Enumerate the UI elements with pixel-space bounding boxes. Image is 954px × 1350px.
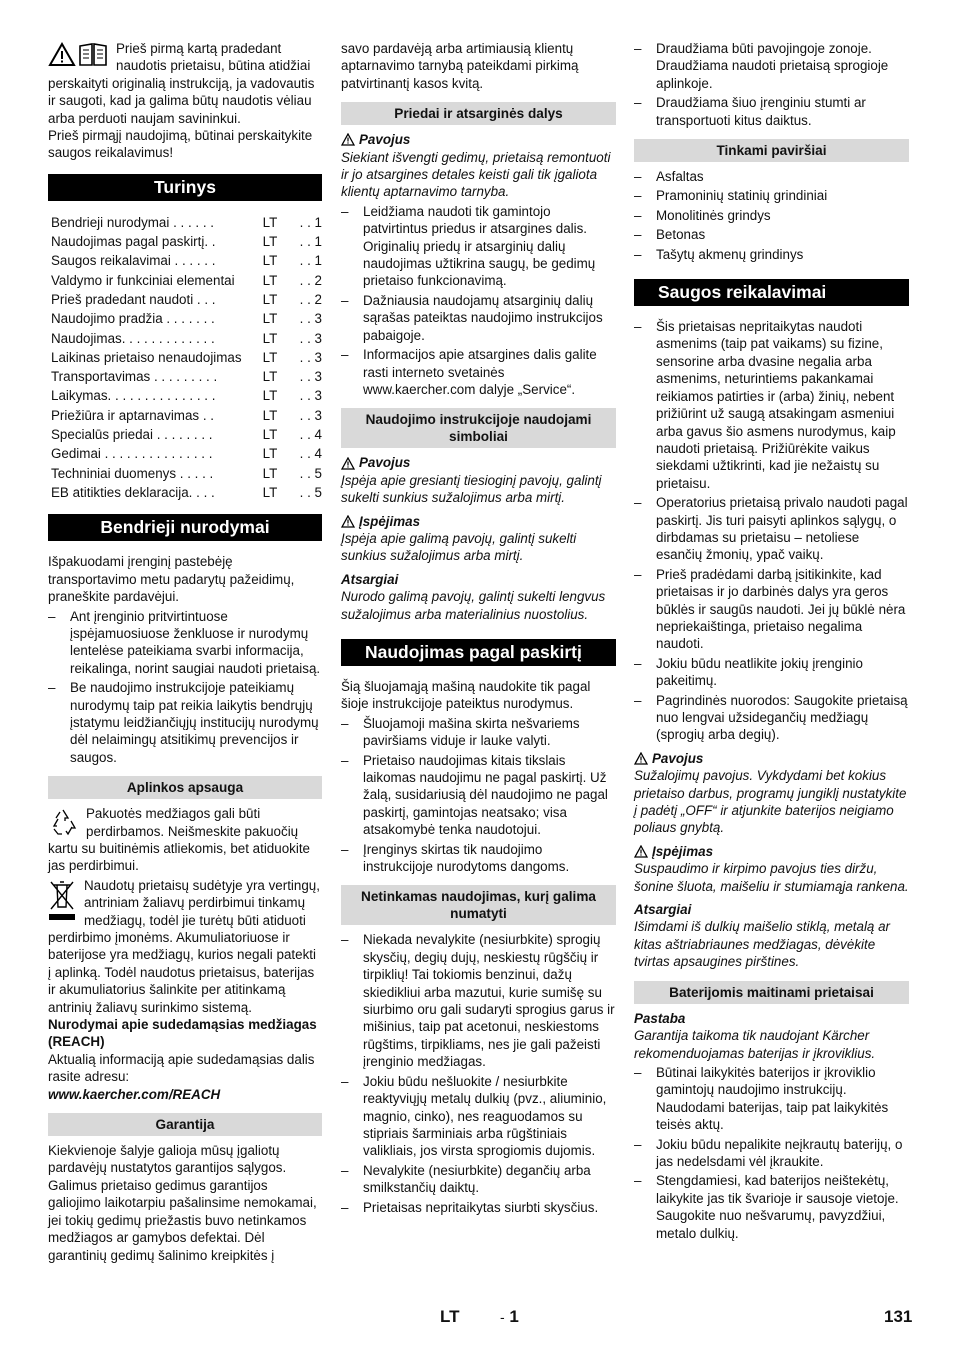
env-disposal-text: Naudotų prietaisų sudėtyje yra vertingų, antriniam žaliavų perdirbimui tinkamų medžiagų, todėl jie turėtų būti atiduoti perdirbimo įmonėms. Akumuliatoriuose ir baterijose yra medžiagų, kurios negali patekti į aplinką. Todėl naudotus prietaisus, baterijas ir akumuliatorius šalinkite per atitinkamą antrinių žaliavų surinkimo sistemą. — [48, 877, 320, 1015]
env-packaging — [48, 805, 322, 875]
reach-url: www.kaercher.com/REACH — [48, 1086, 221, 1102]
toc-row — [48, 290, 322, 309]
intro — [48, 40, 322, 162]
list-item: – Asfaltas — [634, 168, 909, 185]
safety-warning-label: Įspėjimas — [634, 843, 909, 860]
safety-danger-text: Sužalojimų pavojus. Vykdydami bet kokius prietaiso darbus, programų jungiklį nustatykite į padėtį „OFF“ ir atjunkite baterijos neigiamo poliaus gnybtą. — [634, 768, 907, 836]
toc-entry-lang: LT — [262, 234, 278, 250]
toc-entry-page: . . 2 — [299, 291, 322, 307]
list-item: – Leidžiama naudoti tik gamintojo patvirtintus priedus ir atsargines dalis. Originalių priedų ir atsarginių dalių naudojimas užtikrina saugų, be gedimų prietaiso funkcionavimą. — [341, 203, 616, 290]
warning-icon — [341, 515, 355, 528]
toc-entry-lang: LT — [262, 349, 278, 365]
battery-heading: Baterijomis maitinami prietaisai — [634, 981, 909, 1004]
toc-row — [48, 271, 322, 290]
toc-entry-lang: LT — [262, 214, 278, 230]
list-item: – Jokiu būdu neatlikite jokių įrenginio pakeitimų. — [634, 655, 909, 690]
toc-entry-label: Transportavimas . . . . . . . . . — [51, 369, 218, 385]
toc-entry-label: Laikinas prietaiso nenaudojimas — [51, 349, 242, 365]
list-item: – Šluojamoji mašina skirta nešvariems paviršiams viduje ir lauke valyti. — [341, 715, 616, 750]
toc-entry-lang: LT — [262, 484, 278, 500]
symbols-warning-label: Įspėjimas — [341, 513, 616, 530]
toc-entry-page: . . 5 — [299, 465, 322, 481]
list-item: – Stengdamiesi, kad baterijos neištekėtų, laikykite jas tik švarioje ir sausoje vietoje. Saugokite nuo nešvarumų, pavyzdžiui, metalo dulkių. — [634, 1172, 909, 1242]
improper-list — [341, 931, 616, 1216]
recycling-icon — [48, 807, 78, 837]
toc-entry-page: . . 3 — [299, 407, 322, 423]
env-heading: Aplinkos apsauga — [48, 776, 322, 799]
list-item: – Prietaiso naudojimas kitais tikslais laikomas naudojimu ne pagal paskirtį. Už žalą, susidariusią dėl naudojimo ne pagal paskirtį, gamintojas neatsako; visa atsakomybė tenka naudotojui. — [341, 752, 616, 839]
surfaces-heading: Tinkami paviršiai — [634, 139, 909, 162]
toc-entry-page: . . 2 — [299, 272, 322, 288]
warranty-text-cont: savo pardavėją arba artimiausią klientų aptarnavimo tarnybą pateikdami pirkimą patvirtinantį kasos kvitą. — [341, 41, 579, 91]
toc-row — [48, 464, 322, 483]
warning-icon — [341, 457, 355, 470]
toc-entry-lang: LT — [262, 272, 278, 288]
symbols-danger-text: Įspėja apie gresiantį tiesioginį pavojų, galintį sukelti sunkius sužalojimus arba mirtį. — [341, 472, 602, 506]
list-item: – Ant įrenginio pritvirtintuose įspėjamuosiuose ženkluose ir nurodymų lentelėse pateikiama svarbi informacija, reikalinga, norint saugiai naudoti prietaisą. — [48, 608, 322, 678]
toc-row — [48, 232, 322, 251]
intro-safety-note: Prieš pirmąjį naudojimą, būtinai perskaitykite saugos reikalavimus! — [48, 128, 313, 161]
footer-section-number: - 1 — [500, 1307, 519, 1326]
toc-entry-label: Specialūs priedai . . . . . . . . — [51, 427, 213, 443]
list-item: – Įrenginys skirtas tik naudojimo instrukcijoje nurodytoms dangoms. — [341, 841, 616, 876]
toc-entry-label: Naudojimas pagal paskirtį. . — [51, 234, 216, 250]
toc-entry-lang: LT — [262, 311, 278, 327]
general-heading: Bendrieji nurodymai — [48, 514, 322, 541]
toc-entry-lang: LT — [262, 465, 278, 481]
toc-entry-page: . . 1 — [299, 214, 322, 230]
warning-icon — [341, 133, 355, 146]
intended-text: Šią šluojamąją mašiną naudokite tik pagal šioje instrukcijoje pateiktus nurodymus. — [341, 678, 591, 712]
footer-lang: LT — [440, 1307, 460, 1326]
surfaces-list — [634, 168, 909, 263]
list-item: – Jokiu būdu nešluokite / nesiurbkite reaktyviųjų metalų dulkių (pvz., aliuminio, magnio, cinko), nes reaguodamos su stipriais šarminiais arba rūgštiniais valikliais, jos virsta sprogiomis dujomis. — [341, 1073, 616, 1160]
toc-row — [48, 387, 322, 406]
list-item: – Pramoninių statinių grindiniai — [634, 187, 909, 204]
column-middle — [341, 40, 616, 1216]
toc-entry-page: . . 3 — [299, 369, 322, 385]
toc-entry-label: Techniniai duomenys . . . . . — [51, 465, 214, 481]
warning-icon — [48, 42, 76, 67]
improper-heading: Netinkamas naudojimas, kurį galima numatyti — [341, 885, 616, 925]
safety-danger-label: Pavojus — [634, 750, 909, 767]
reach-text: Aktualią informaciją apie sudedamąsias dalis rasite adresu: — [48, 1051, 315, 1085]
reach-title: Nurodymai apie sudedamąsias medžiagas (REACH) — [48, 1017, 317, 1050]
list-item: – Draudžiama šiuo įrenginiu stumti ar transportuoti kitus daiktus. — [634, 94, 909, 129]
toc-entry-lang: LT — [262, 407, 278, 423]
toc-row — [48, 309, 322, 328]
warning-icon — [634, 845, 648, 858]
list-item: – Dažniausia naudojamų atsarginių dalių sąrašas pateiktas naudojimo instrukcijos pabaigoje. — [341, 292, 616, 344]
safety-caution-text: Išimdami iš dulkių maišelio stiklą, metalą ar kitas aštriabriaunes medžiagas, dėvėkite tvirtas apsaugines pirštines. — [634, 919, 890, 970]
manual-book-icon — [78, 42, 108, 67]
improper-list-cont — [634, 40, 909, 129]
column-right — [634, 40, 909, 1242]
parts-danger-text: Siekiant išvengti gedimų, prietaisą remontuoti ir jo atsargines detales keisti gali tik įgaliota klientų aptarnavimo tarnyba. — [341, 149, 611, 200]
toc-entry-label: Naudojimas. . . . . . . . . . . . . — [51, 330, 215, 346]
toc-row — [48, 213, 322, 232]
symbols-warning-text: Įspėja apie galimą pavojų, galintį sukelti sunkius sužalojimus arba mirtį. — [341, 530, 577, 564]
battery-note-label: Pastaba — [634, 1010, 686, 1026]
list-item: – Be naudojimo instrukcijoje pateikiamų nurodymų taip pat reikia laikytis bendrųjų įstatymu leidžiančiųjų institucijų nurodymų dėl nelaimingų atsitikimų prevencijos ir saugos. — [48, 679, 322, 766]
warranty-heading: Garantija — [48, 1113, 322, 1136]
toc-row — [48, 348, 322, 367]
toc-entry-label: Laikymas. . . . . . . . . . . . . . . — [51, 388, 216, 404]
env-disposal — [48, 877, 322, 1016]
toc-entry-lang: LT — [262, 388, 278, 404]
toc-table — [48, 213, 322, 502]
list-item: – Prieš pradėdami darbą įsitikinkite, kad prietaisas ir jo darbinės dalys yra geros būklės ir saugūs naudoti. Jei jų būklė nėra nepriekaištinga, prietaiso negalima naudoti. — [634, 566, 909, 653]
page-number: 131 — [884, 1307, 913, 1326]
toc-heading: Turinys — [48, 174, 322, 201]
symbols-danger-label: Pavojus — [341, 454, 616, 471]
toc-row — [48, 425, 322, 444]
list-item: – Būtinai laikykitės baterijos ir įkroviklio gamintojų naudojimo instrukcijų. Naudodami baterijas, taip pat laikykitės teisės aktų. — [634, 1064, 909, 1134]
toc-entry-page: . . 3 — [299, 330, 322, 346]
toc-entry-label: EB atitikties deklaracija. . . . — [51, 484, 215, 500]
list-item: – Niekada nevalykite (nesiurbkite) sprogių skysčių, degių dujų, neskiestų rūgščių ir tirpiklių! Tai tokiomis benzinui, dažų skiedikliui arba mazutui, kurie sumišę su siurbimo oru gali sudaryti sprogius garus ir mišinius, taip pat acetonui, neskiestoms rūgštims, tirpikliams, nes jie gali pažeisti įrenginio medžiagas. — [341, 931, 616, 1070]
warning-icon — [634, 752, 648, 765]
safety-list — [634, 318, 909, 744]
column-left — [48, 40, 322, 1264]
intro-text: Prieš pirmą kartą pradedant naudotis prietaisu, būtina atidžiai perskaityti originalią instrukciją, ja vadovautis ir saugoti, kad ja galima būtų naudotis vėliau arba perduoti naujam savininkui. — [48, 41, 315, 126]
toc-entry-page: . . 1 — [299, 234, 322, 250]
list-item: – Informacijos apie atsargines dalis galite rasti interneto svetainės www.kaercher.com dalyje „Service“. — [341, 346, 616, 398]
list-item: – Operatorius prietaisą privalo naudoti pagal paskirtį. Jis turi paisyti aplinkos sąlygų, o dirbdamas su prietaisu – netoliese esančių žmonių, ypač vaikų. — [634, 494, 909, 564]
toc-row — [48, 406, 322, 425]
toc-entry-label: Gedimai . . . . . . . . . . . . . . . — [51, 446, 213, 462]
symbols-caution-label: Atsargiai — [341, 571, 399, 587]
toc-row — [48, 329, 322, 348]
toc-entry-label: Naudojimo pradžia . . . . . . . — [51, 311, 215, 327]
intended-list — [341, 715, 616, 876]
toc-row — [48, 444, 322, 463]
list-item: – Tašytų akmenų grindinys — [634, 246, 909, 263]
toc-row — [48, 367, 322, 386]
safety-heading: Saugos reikalavimai — [634, 279, 909, 306]
intro-icons — [48, 42, 110, 68]
list-item: – Prietaisas nepritaikytas siurbti skysčius. — [341, 1199, 616, 1216]
safety-caution-label: Atsargiai — [634, 902, 692, 918]
toc-entry-page: . . 5 — [299, 484, 322, 500]
list-item: – Šis prietaisas nepritaikytas naudoti asmenims (taip pat vaikams) su fizine, sensorine arba dvasine negalia arba asmenims, neturintiems pakankamai reikiamos patirties ir (arba) žinių, nebent prižiūrint už saugą atsakingam asmeniui arba gavus šio asmens nurodymus, kaip naudoti prietaisą. Prižiūrėkite vaikus siekdami užtikrinti, kad jie nežaistų su prietaisu. — [634, 318, 909, 492]
general-list — [48, 608, 322, 767]
toc-entry-page: . . 3 — [299, 349, 322, 365]
battery-note-text: Garantija taikoma tik naudojant Kärcher rekomenduojamas baterijas ir įkroviklius. — [634, 1028, 876, 1061]
parts-danger-label: Pavojus — [341, 131, 616, 148]
toc-entry-lang: LT — [262, 446, 278, 462]
toc-entry-lang: LT — [262, 291, 278, 307]
intended-heading: Naudojimas pagal paskirtį — [341, 639, 616, 666]
toc-row — [48, 251, 322, 270]
list-item: – Nevalykite (nesiurbkite) degančių arba smilkstančių daiktų. — [341, 1162, 616, 1197]
toc-entry-page: . . 1 — [299, 253, 322, 269]
list-item: – Monolitinės grindys — [634, 207, 909, 224]
general-text: Išpakuodami įrenginį pastebėję transportavimo metu padarytų pažeidimų, praneškite pardavėjui. — [48, 554, 295, 605]
warranty-text: Kiekvienoje šalyje galioja mūsų įgaliotų pardavėjų nustatytos garantijos sąlygos. Galimus prietaiso gedimus garantijos galiojimo laikotarpiu pašalinsime nemokamai, jei tokių gedimų priežastis buvo netinkamos medžiagos ar gamybos defektai. Dėl garantinių gedimų šalinimo kreipkitės į — [48, 1143, 317, 1263]
toc-entry-page: . . 3 — [299, 388, 322, 404]
list-item: – Jokiu būdu nepalikite neįkrautų baterijų, o jas nedelsdami vėl įkraukite. — [634, 1136, 909, 1171]
toc-entry-label: Prieš pradedant naudoti . . . — [51, 291, 216, 307]
toc-entry-page: . . 4 — [299, 446, 322, 462]
list-item: – Draudžiama būti pavojingoje zonoje. Draudžiama naudoti prietaisą sprogioje aplinkoje. — [634, 40, 909, 92]
env-packaging-text: Pakuotės medžiagos gali būti perdirbamos. Neišmeskite pakuočių kartu su buitinėmis atliekomis, bet atiduokite jas perdirbimui. — [48, 806, 310, 874]
symbols-caution-text: Nurodo galimą pavojų, galintį sukelti lengvus sužalojimus arba materialinius nuostolius. — [341, 589, 606, 622]
toc-entry-lang: LT — [262, 369, 278, 385]
list-item: – Betonas — [634, 226, 909, 243]
parts-heading: Priedai ir atsarginės dalys — [341, 102, 616, 125]
toc-entry-label: Priežiūra ir aptarnavimas . . — [51, 407, 214, 423]
crossed-bin-icon — [48, 879, 76, 923]
battery-list — [634, 1064, 909, 1242]
toc-entry-lang: LT — [262, 330, 278, 346]
parts-list — [341, 203, 616, 398]
toc-entry-lang: LT — [262, 427, 278, 443]
toc-entry-lang: LT — [262, 253, 278, 269]
toc-row — [48, 483, 322, 502]
toc-entry-label: Saugos reikalavimai . . . . . . — [51, 253, 216, 269]
list-item: – Pagrindinės nuorodos: Saugokite prietaisą nuo lengvai užsidegančių medžiagų (sprogių arba degių). — [634, 692, 909, 744]
symbols-heading: Naudojimo instrukcijoje naudojami simboliai — [341, 408, 616, 448]
toc-entry-page: . . 4 — [299, 427, 322, 443]
safety-warning-text: Suspaudimo ir kirpimo pavojus ties diržu, šonine šluota, maišeliu ir stumiamąja rankena. — [634, 861, 909, 894]
toc-entry-label: Bendrieji nurodymai . . . . . . — [51, 214, 214, 230]
toc-entry-label: Valdymo ir funkciniai elementai — [51, 272, 235, 288]
toc-entry-page: . . 3 — [299, 311, 322, 327]
